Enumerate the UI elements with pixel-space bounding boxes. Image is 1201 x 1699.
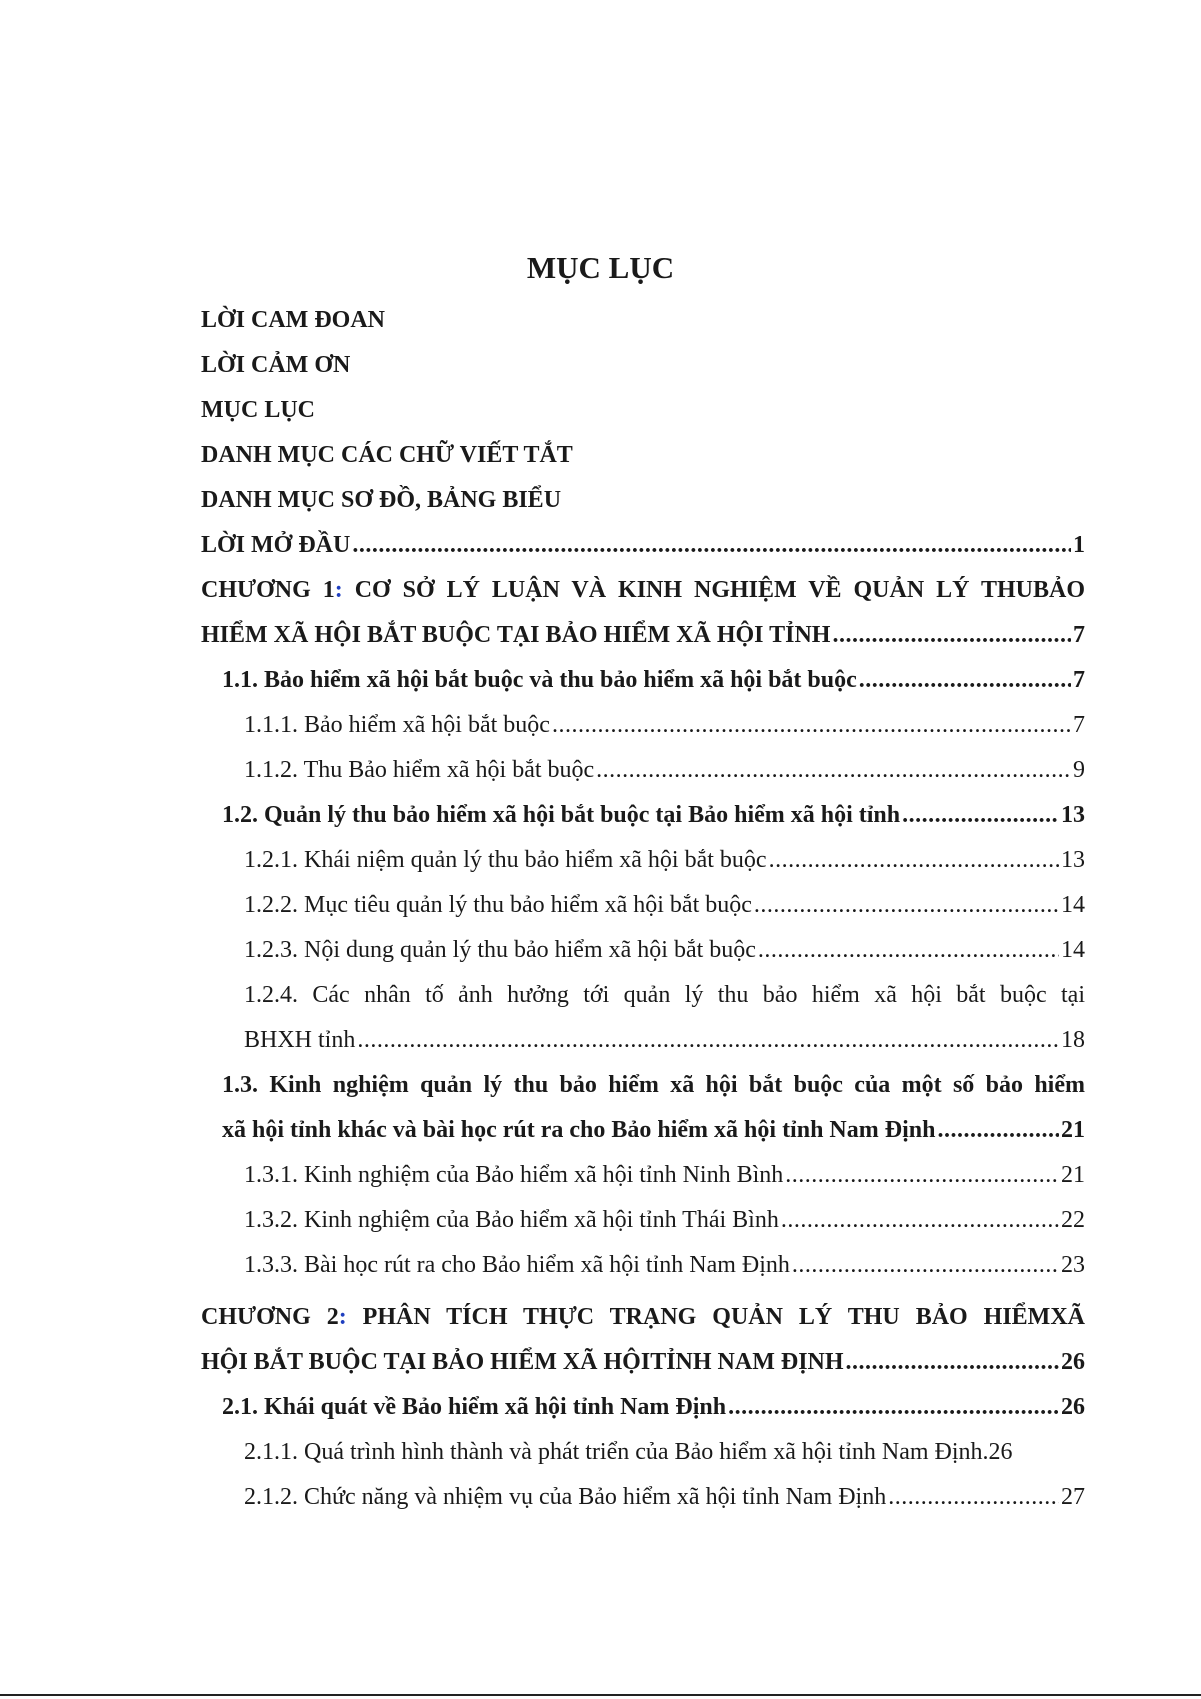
toc-leader-dots (596, 753, 1071, 787)
toc-page-number: 1 (1073, 532, 1085, 558)
toc-subsection-1-3-3[interactable] (244, 1248, 1085, 1282)
toc-subsection-1-1-2[interactable] (244, 753, 1085, 787)
toc-entry-text: 1.2.3. Nội dung quản lý thu bảo hiểm xã hội bắt buộc (244, 937, 756, 963)
page-title: MỤC LỤC (526, 250, 675, 285)
toc-chapter-2-line2[interactable] (201, 1345, 1085, 1379)
toc-chapter-1-line1[interactable] (201, 573, 1085, 607)
toc-leader-dots (846, 1345, 1059, 1379)
toc-chapter-2-line1[interactable] (201, 1300, 1085, 1334)
toc-leader-dots (754, 888, 1059, 922)
toc-page-number: 21 (1061, 1117, 1085, 1143)
toc-entry-text: 1.1. Bảo hiểm xã hội bắt buộc và thu bảo hiểm xã hội bắt buộc (222, 667, 857, 693)
toc-page-number: 7 (1073, 622, 1085, 648)
toc-page-number: 7 (1073, 712, 1085, 738)
toc-subsection-1-3-2[interactable] (244, 1203, 1085, 1237)
toc-section-1-3-line1[interactable]: 1.3. Kinh nghiệm quản lý thu bảo hiểm xã hội bắt buộc của một số bảo hiểm (222, 1072, 1085, 1098)
toc-heading-loi-cam-doan: LỜI CAM ĐOAN (201, 307, 385, 333)
chapter-label: CHƯƠNG 2 (201, 1304, 339, 1330)
toc-page-number: 13 (1061, 847, 1085, 873)
toc-page-number: 7 (1073, 667, 1085, 693)
chapter-title-part1: PHÂN TÍCH THỰC TRẠNG QUẢN LÝ THU BẢO HIỂMXÃ (346, 1304, 1085, 1330)
toc-leader-dots (769, 843, 1059, 877)
toc-leader-dots (758, 933, 1059, 967)
toc-section-2-1[interactable] (222, 1390, 1085, 1424)
toc-subsection-1-2-4-line1[interactable]: 1.2.4. Các nhân tố ảnh hưởng tới quản lý thu bảo hiểm xã hội bắt buộc tại (244, 982, 1085, 1008)
toc-subsection-1-3-1[interactable] (244, 1158, 1085, 1192)
toc-entry-text: 1.2. Quản lý thu bảo hiểm xã hội bắt buộc tại Bảo hiểm xã hội tỉnh (222, 802, 901, 828)
toc-entry-text: 1.3.3. Bài học rút ra cho Bảo hiểm xã hội tỉnh Nam Định (244, 1252, 790, 1278)
toc-subsection-2-1-2[interactable] (244, 1480, 1085, 1514)
toc-page-number: 14 (1061, 892, 1085, 918)
toc-entry-text: 1.2.2. Mục tiêu quản lý thu bảo hiểm xã hội bắt buộc (244, 892, 752, 918)
toc-leader-dots (785, 1158, 1059, 1192)
toc-page-number: 14 (1061, 937, 1085, 963)
toc-entry-text: xã hội tỉnh khác và bài học rút ra cho Bảo hiểm xã hội tỉnh Nam Định (222, 1117, 936, 1143)
toc-leader-dots (832, 618, 1071, 652)
toc-page-number: 21 (1061, 1162, 1085, 1188)
chapter-title-part2: HIỂM XÃ HỘI BẮT BUỘC TẠI BẢO HIỂM XÃ HỘI TỈNH (201, 622, 831, 648)
chapter-colon: : (334, 577, 343, 603)
toc-separator: . (982, 1439, 989, 1465)
chapter-label: CHƯƠNG 1 (201, 577, 335, 603)
toc-entry-text: 2.1. Khái quát về Bảo hiểm xã hội tỉnh Nam Định (222, 1394, 727, 1420)
toc-page-number: 27 (1061, 1484, 1085, 1510)
toc-page-number: 26 (1061, 1394, 1085, 1420)
toc-entry-text: 1.2.1. Khái niệm quản lý thu bảo hiểm xã hội bắt buộc (244, 847, 767, 873)
toc-heading-loi-cam-on: LỜI CẢM ƠN (201, 352, 351, 378)
toc-section-1-1[interactable] (222, 663, 1085, 697)
toc-chapter-1-line2[interactable] (201, 618, 1085, 652)
toc-entry-text: 1.1.1. Bảo hiểm xã hội bắt buộc (244, 712, 550, 738)
toc-page-number: 9 (1073, 757, 1085, 783)
chapter-title-part2: HỘI BẮT BUỘC TẠI BẢO HIỂM XÃ HỘITỈNH NAM ĐỊNH (201, 1349, 844, 1375)
chapter-title-part1: CƠ SỞ LÝ LUẬN VÀ KINH NGHIỆM VỀ QUẢN LÝ THUBẢO (342, 577, 1085, 603)
toc-entry-text: BHXH tỉnh (244, 1027, 356, 1053)
toc-leader-dots (781, 1203, 1059, 1237)
toc-entry-text: 2.1.1. Quá trình hình thành và phát triển của Bảo hiểm xã hội tỉnh Nam Định (244, 1439, 983, 1465)
toc-leader-dots (357, 1023, 1059, 1057)
toc-subsection-1-1-1[interactable] (244, 708, 1085, 742)
toc-heading-danh-muc-so-do: DANH MỤC SƠ ĐỒ, BẢNG BIỂU (201, 487, 562, 513)
toc-leader-dots (792, 1248, 1059, 1282)
toc-leader-dots (888, 1480, 1059, 1514)
toc-leader-dots (902, 798, 1059, 832)
toc-entry-text: 2.1.2. Chức năng và nhiệm vụ của Bảo hiểm xã hội tỉnh Nam Định (244, 1484, 887, 1510)
toc-entry-loi-mo-dau[interactable] (201, 528, 1085, 562)
toc-section-1-2[interactable] (222, 798, 1085, 832)
toc-heading-muc-luc: MỤC LỤC (201, 397, 315, 423)
toc-entry-text: 1.3.1. Kinh nghiệm của Bảo hiểm xã hội tỉnh Ninh Bình (244, 1162, 784, 1188)
toc-entry-text: LỜI MỞ ĐẦU (201, 532, 351, 558)
toc-page-number: 18 (1061, 1027, 1085, 1053)
toc-entry-text: 1.3.2. Kinh nghiệm của Bảo hiểm xã hội tỉnh Thái Bình (244, 1207, 779, 1233)
toc-leader-dots (937, 1113, 1059, 1147)
toc-subsection-1-2-2[interactable] (244, 888, 1085, 922)
page-bottom-rule (0, 1694, 1201, 1696)
toc-section-1-3-line2[interactable] (222, 1113, 1085, 1147)
toc-leader-dots (552, 708, 1071, 742)
toc-subsection-1-2-3[interactable] (244, 933, 1085, 967)
toc-subsection-2-1-1[interactable] (244, 1435, 1085, 1469)
toc-page-number: 23 (1061, 1252, 1085, 1278)
toc-subsection-1-2-4-line2[interactable] (244, 1023, 1085, 1057)
chapter-colon: : (338, 1304, 347, 1330)
toc-page-number: 13 (1061, 802, 1085, 828)
toc-heading-danh-muc-chu-viet-tat: DANH MỤC CÁC CHỮ VIẾT TẮT (201, 442, 573, 468)
toc-leader-dots (728, 1390, 1059, 1424)
toc-page-number: 26 (1061, 1349, 1085, 1375)
toc-subsection-1-2-1[interactable] (244, 843, 1085, 877)
toc-leader-dots (352, 528, 1071, 562)
toc-leader-dots (859, 663, 1071, 697)
toc-entry-text: 1.1.2. Thu Bảo hiểm xã hội bắt buộc (244, 757, 595, 783)
toc-page-number: 22 (1061, 1207, 1085, 1233)
toc-page-number: 26 (988, 1439, 1013, 1465)
